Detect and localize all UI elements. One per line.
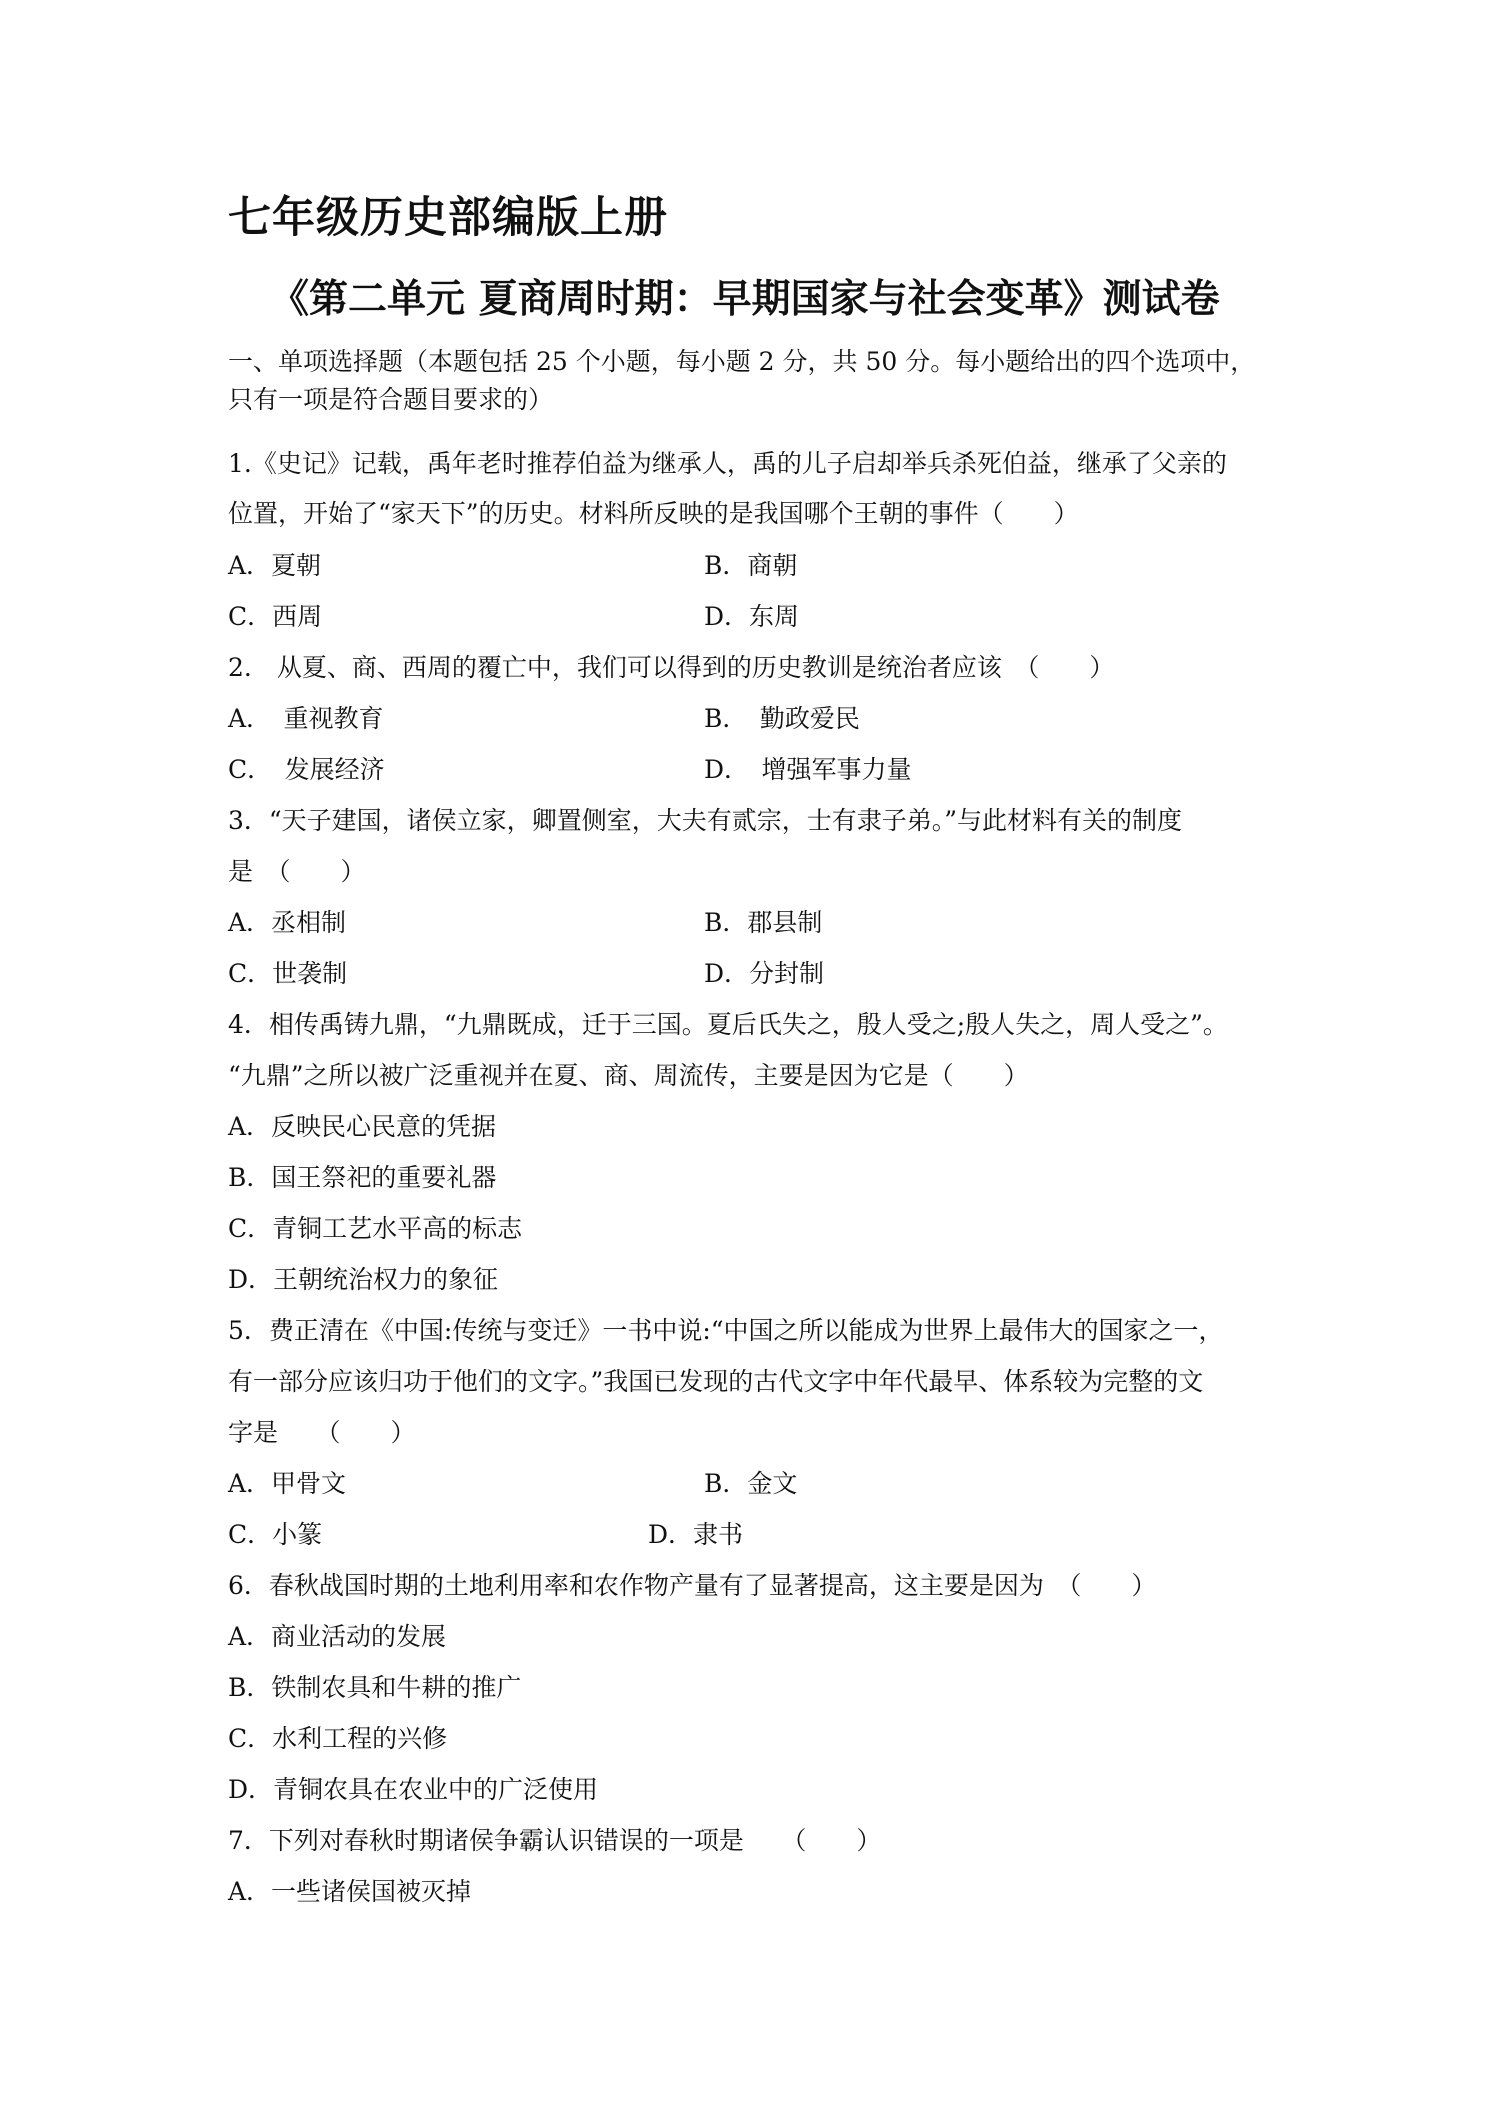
question-2-stem: 2. 从夏、商、西周的覆亡中，我们可以得到的历史教训是统治者应该 （ ） xyxy=(228,653,1115,682)
question-2-option-a: A． 重视教育 xyxy=(228,704,384,733)
section-instructions-cont: 只有一项是符合题目要求的） xyxy=(228,385,554,414)
question-5-option-d: D．隶书 xyxy=(648,1520,744,1549)
question-1-option-c: C．西周 xyxy=(228,602,323,631)
question-4-option-b: B．国王祭祀的重要礼器 xyxy=(228,1163,497,1192)
question-4-option-c: C．青铜工艺水平高的标志 xyxy=(228,1214,523,1243)
question-6-stem: 6．春秋战国时期的土地利用率和农作物产量有了显著提高，这主要是因为 （ ） xyxy=(228,1571,1157,1600)
question-5-option-b: B．金文 xyxy=(704,1469,798,1498)
question-6-option-d: D．青铜农具在农业中的广泛使用 xyxy=(228,1775,599,1804)
question-4-stem: 4．相传禹铸九鼎，“九鼎既成，迁于三国。夏后氏失之，殷人受之;殷人失之，周人受之”。 xyxy=(228,1010,1228,1039)
document-title: 七年级历史部编版上册 xyxy=(228,193,668,243)
document-subtitle: 《第二单元 夏商周时期：早期国家与社会变革》测试卷 xyxy=(270,277,1220,322)
question-4-option-d: D．王朝统治权力的象征 xyxy=(228,1265,499,1294)
question-5-option-a: A．甲骨文 xyxy=(228,1469,347,1498)
question-1-option-a: A．夏朝 xyxy=(228,551,322,580)
question-2-option-d: D． 增强军事力量 xyxy=(704,755,912,784)
question-1-option-d: D．东周 xyxy=(704,602,800,631)
question-5-stem-cont: 有一部分应该归功于他们的文字。”我国已发现的古代文字中年代最早、体系较为完整的文 xyxy=(228,1367,1204,1396)
question-4-option-a: A．反映民心民意的凭据 xyxy=(228,1112,497,1141)
question-3-option-d: D．分封制 xyxy=(704,959,825,988)
question-7-option-a: A．一些诸侯国被灭掉 xyxy=(228,1877,472,1906)
question-7-stem: 7．下列对春秋时期诸侯争霸认识错误的一项是 （ ） xyxy=(228,1826,882,1855)
question-3-stem-cont: 是 （ ） xyxy=(228,857,366,886)
section-instructions: 一、单项选择题（本题包括 25 个小题，每小题 2 分，共 50 分。每小题给出的四个选项中， xyxy=(228,347,1256,376)
question-3-stem: 3．“天子建国，诸侯立家，卿置侧室，大夫有贰宗，士有隶子弟。”与此材料有关的制度 xyxy=(228,806,1182,835)
question-5-stem-cont-2: 字是 （ ） xyxy=(228,1418,416,1447)
question-4-stem-cont: “九鼎”之所以被广泛重视并在夏、商、周流传，主要是因为它是（ ） xyxy=(228,1061,1029,1090)
question-5-stem: 5．费正清在《中国:传统与变迁》一书中说:“中国之所以能成为世界上最伟大的国家之一， xyxy=(228,1316,1224,1345)
question-5-option-c: C．小篆 xyxy=(228,1520,323,1549)
question-2-option-b: B． 勤政爱民 xyxy=(704,704,860,733)
question-6-option-b: B．铁制农具和牛耕的推广 xyxy=(228,1673,522,1702)
question-3-option-c: C．世袭制 xyxy=(228,959,348,988)
question-1-stem-cont: 位置，开始了“家天下”的历史。材料所反映的是我国哪个王朝的事件（ ） xyxy=(228,499,1079,528)
question-3-option-b: B．郡县制 xyxy=(704,908,823,937)
question-3-option-a: A．丞相制 xyxy=(228,908,347,937)
question-2-option-c: C． 发展经济 xyxy=(228,755,385,784)
question-6-option-c: C．水利工程的兴修 xyxy=(228,1724,448,1753)
question-6-option-a: A．商业活动的发展 xyxy=(228,1622,447,1651)
question-1-option-b: B．商朝 xyxy=(704,551,798,580)
question-1-stem: 1.《史记》记载，禹年老时推荐伯益为继承人，禹的儿子启却举兵杀死伯益，继承了父亲的 xyxy=(228,449,1227,478)
